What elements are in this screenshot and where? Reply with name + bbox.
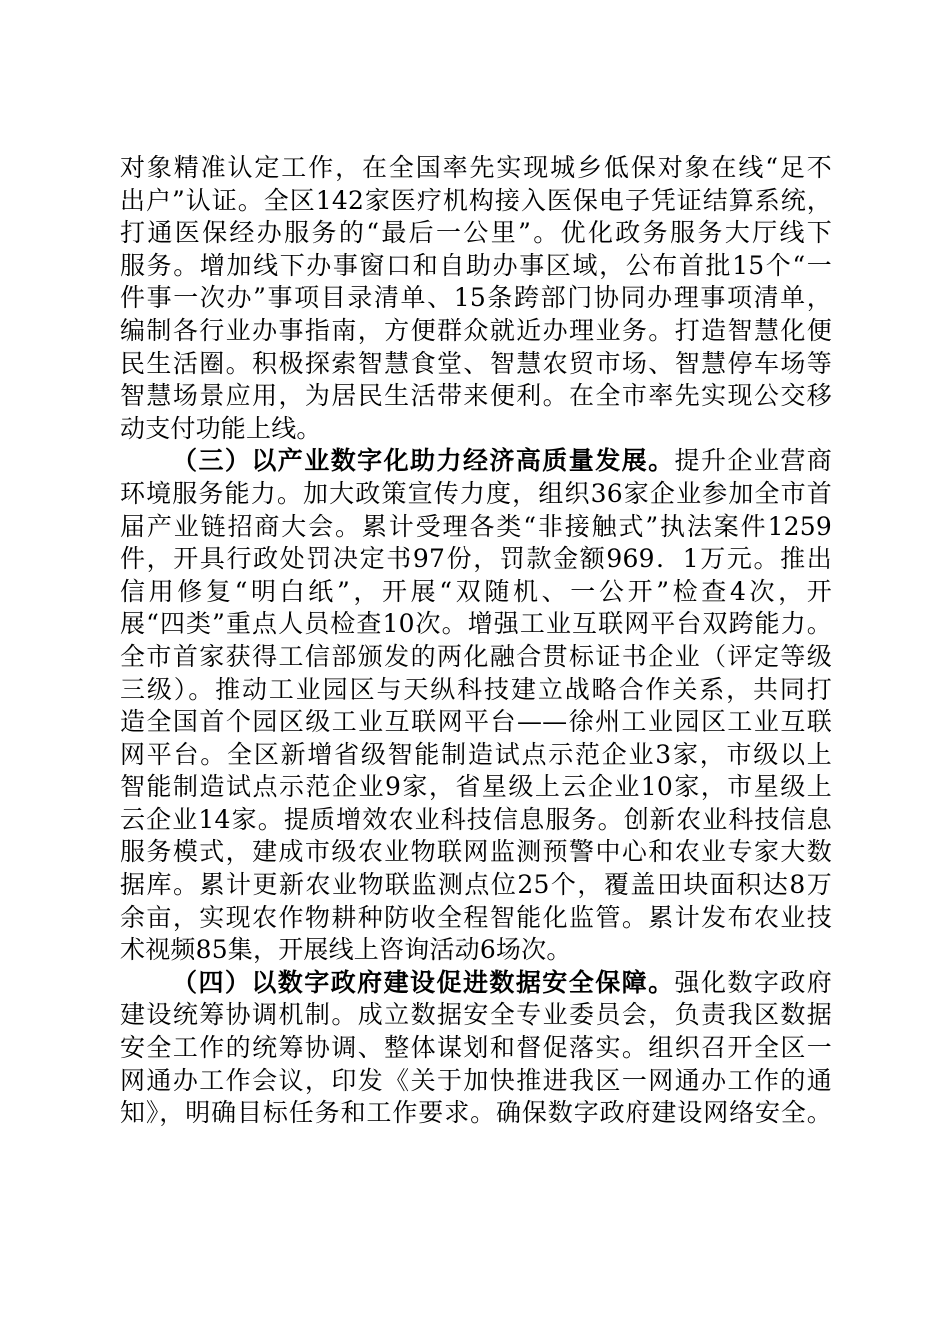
text-line: 环境服务能力。加大政策宣传力度，组织36家企业参加全市首 xyxy=(120,478,832,508)
section-heading: （四）以数字政府建设促进数据安全保障。 xyxy=(172,967,675,997)
text-line: 出户”认证。全区142家医疗机构接入医保电子凭证结算系统， xyxy=(120,185,832,215)
paragraph-continuation xyxy=(120,152,832,445)
section-heading-line xyxy=(120,967,832,1000)
text-line: 件，开具行政处罚决定书97份，罚款金额969．1万元。推出 xyxy=(120,544,832,574)
text-line: 据库。累计更新农业物联监测点位25个，覆盖田块面积达8万 xyxy=(120,870,832,900)
text-line: 民生活圈。积极探索智慧食堂、智慧农贸市场、智慧停车场等 xyxy=(120,348,832,378)
section-heading: （三）以产业数字化助力经济高质量发展。 xyxy=(172,446,675,476)
text-line: 余亩，实现农作物耕种防收全程智能化监管。累计发布农业技 xyxy=(120,902,832,932)
text-line: 术视频85集，开展线上咨询活动6场次。 xyxy=(120,935,572,965)
text-line: 服务。增加线下办事窗口和自助办事区域，公布首批15个“一 xyxy=(120,250,832,280)
paragraph-section-three xyxy=(120,445,832,967)
text-line: 件事一次办”事项目录清单、15条跨部门协同办理事项清单， xyxy=(120,283,832,313)
text-line: 建设统筹协调机制。成立数据安全专业委员会，负责我区数据 xyxy=(120,1000,832,1030)
text-span: 提升企业营商 xyxy=(674,446,832,476)
text-line: 对象精准认定工作，在全国率先实现城乡低保对象在线“足不 xyxy=(120,153,832,182)
text-line: 知》，明确目标任务和工作要求。确保数字政府建设网络安全。 xyxy=(120,1098,832,1128)
text-line: 安全工作的统筹协调、整体谋划和督促落实。组织召开全区一 xyxy=(120,1033,832,1063)
text-line: 动支付功能上线。 xyxy=(120,413,322,443)
text-line: 编制各行业办事指南，方便群众就近办理业务。打造智慧化便 xyxy=(120,315,832,345)
text-line: 智慧场景应用，为居民生活带来便利。在全市率先实现公交移 xyxy=(120,381,832,411)
text-line: 云企业14家。提质增效农业科技信息服务。创新农业科技信息 xyxy=(120,804,832,834)
text-line: 网平台。全区新增省级智能制造试点示范企业3家，市级以上 xyxy=(120,739,832,769)
text-line: 网通办工作会议，印发《关于加快推进我区一网通办工作的通 xyxy=(120,1065,832,1095)
text-line: 信用修复“明白纸”，开展“双随机、一公开”检查4次，开 xyxy=(120,576,832,606)
document-body xyxy=(120,152,832,1130)
text-line: 三级）。推动工业园区与天纵科技建立战略合作关系，共同打 xyxy=(120,674,832,704)
text-span: 强化数字政府 xyxy=(674,967,832,997)
section-heading-line xyxy=(120,445,832,478)
text-line: 届产业链招商大会。累计受理各类“非接触式”执法案件1259 xyxy=(120,511,832,541)
text-line: 智能制造试点示范企业9家，省星级上云企业10家，市星级上 xyxy=(120,772,832,802)
text-line: 造全国首个园区级工业互联网平台——徐州工业园区工业互联 xyxy=(120,707,832,737)
text-line: 展“四类”重点人员检查10次。增强工业互联网平台双跨能力。 xyxy=(120,609,832,639)
paragraph-section-four xyxy=(120,967,832,1130)
text-line: 全市首家获得工信部颁发的两化融合贯标证书企业（评定等级 xyxy=(120,641,832,671)
text-line: 打通医保经办服务的“最后一公里”。优化政务服务大厅线下 xyxy=(120,218,832,248)
text-line: 服务模式，建成市级农业物联网监测预警中心和农业专家大数 xyxy=(120,837,832,867)
